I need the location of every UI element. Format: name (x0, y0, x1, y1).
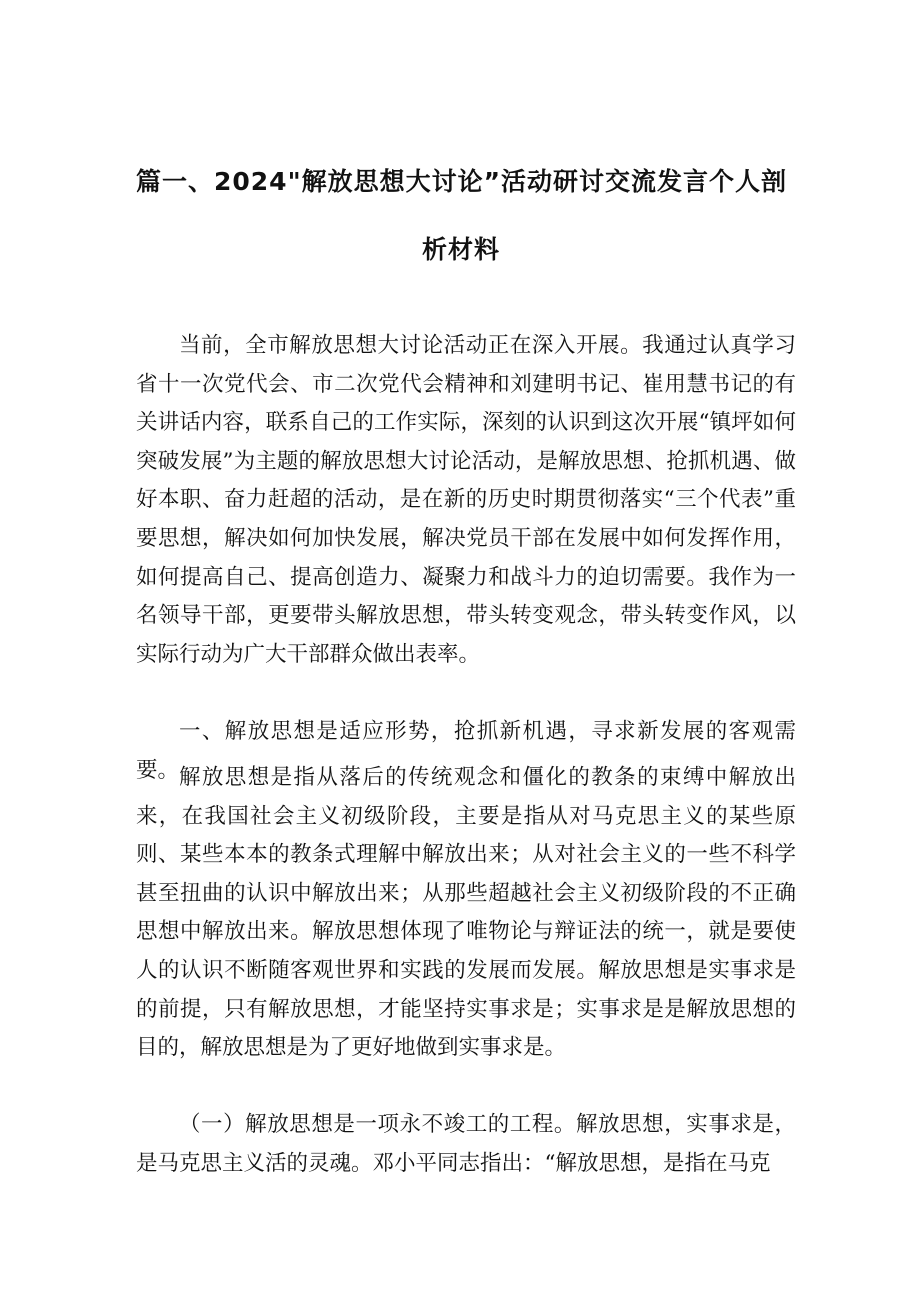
paragraph-text: 解放思想是指从落后的传统观念和僵化的教条的束缚中解放出来，在我国社会主义初级阶段，主要是指从对马克思主义的某些原则、某些本本的教条式理解中解放出来；从对社会主义的一些不科学甚至扭曲的认识中解放出来；从那些超越社会主义初级阶段的不正确思想中解放出来。解放思想体现了唯物论与辩证法的统一，就是要使人的认识不断随客观世界和实践的发展而发展。解放思想是实事求是的前提，只有解放思想，才能坚持实事求是；实事求是是解放思想的目的，解放思想是为了更好地做到实事求是。 (136, 765, 796, 1061)
paragraph-subsection-1 (136, 1106, 796, 1183)
paragraph-intro (136, 327, 796, 674)
section-heading-text: 一、解放思想是适应形势，抢抓新机遇，寻求新发展的客观需要。 (136, 719, 796, 783)
document-title-line-1: 篇一、2024"解放思想大讨论”活动研讨交流发言个人剖 (136, 167, 788, 196)
document-title-line-2: 析材料 (422, 235, 501, 264)
paragraph-text: （一）解放思想是一项永不竣工的工程。解放思想，实事求是，是马克思主义活的灵魂。邓小平同志指出：“解放思想，是指在马克 (136, 1112, 796, 1176)
paragraph-liberation-definition (136, 759, 796, 1068)
paragraph-text: 当前，全市解放思想大讨论活动正在深入开展。我通过认真学习省十一次党代会、市二次党代会精神和刘建明书记、崔用慧书记的有关讲话内容，联系自己的工作实际，深刻的认识到这次开展“镇坪如何突破发展”为主题的解放思想大讨论活动，是解放思想、抢抓机遇、做好本职、奋力赶超的活动，是在新的历史时期贯彻落实“三个代表”重要思想，解决如何加快发展，解决党员干部在发展中如何发挥作用，如何提高自己、提高创造力、凝聚力和战斗力的迫切需要。我作为一名领导干部，更要带头解放思想，带头转变观念，带头转变作风，以实际行动为广大干部群众做出表率。 (136, 333, 796, 667)
